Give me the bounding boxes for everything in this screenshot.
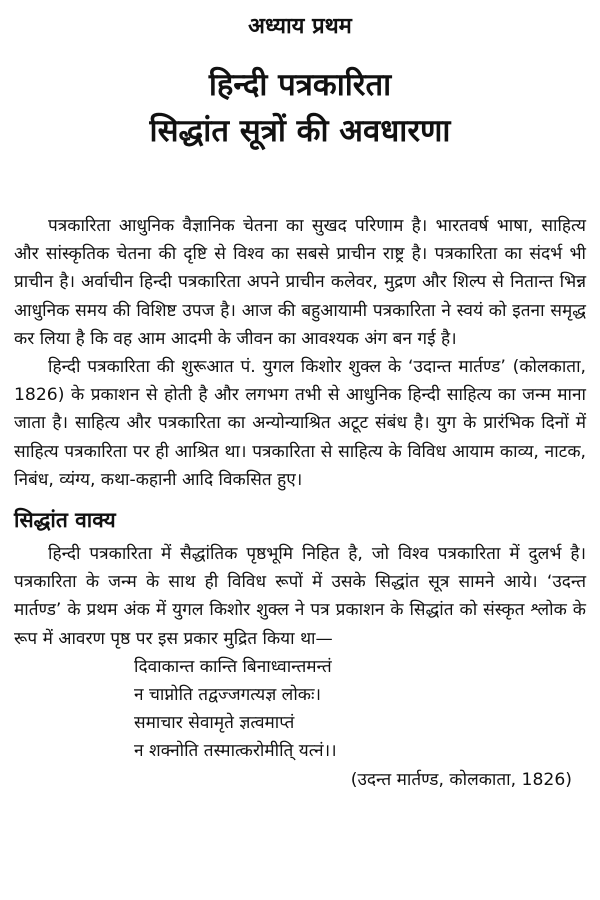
sanskrit-verse — [134, 653, 586, 766]
verse-line: न चाप्नोति तद्वज्जगत्यज्ञ लोकः। — [134, 685, 321, 706]
page-title-line-2: सिद्धांत सूत्रों की अवधारणा — [149, 113, 451, 149]
verse-line: न शक्नोति तस्मात्करोमीति् यत्नं।। — [134, 741, 337, 762]
page-title-line-1: हिन्दी पत्रकारिता — [208, 67, 392, 103]
intro-paragraph-2: हिन्दी पत्रकारिता की शुरूआत पं. युगल किशोर शुक्ल के ‘उदान्त मार्तण्ड’ (कोलकाता, 1826) के प्रकाशन से होती है और लगभग तभी से आधुनिक हिन्दी साहित्य का जन्म माना जाता है। साहित्य और पत्रकारिता का अन्योन्याश्रित अटूट संबंध है। युग के प्रारंभिक दिनों में साहित्य पत्रकारिता पर ही आश्रित था। पत्रकारिता से साहित्य के विविध आयाम काव्य, नाटक, निबंध, व्यंग्य, कथा-कहानी आदि विकसित हुए। — [14, 357, 586, 490]
verse-line: समाचार सेवामृते ज्ञत्वमाप्तं — [134, 713, 295, 734]
verse-line: दिवाकान्त कान्ति बिनाध्वान्तमन्तं — [134, 656, 332, 677]
section-paragraph: हिन्दी पत्रकारिता में सैद्धांतिक पृष्ठभूमि निहित है, जो विश्व पत्रकारिता में दुलर्भ है। पत्रकारिता के जन्म के साथ ही विविध रूपों में उसके सिद्धांत सूत्र सामने आये। ‘उदन्त मार्तण्ड’ के प्रथम अंक में युगल किशोर शुक्ल ने पत्र प्रकाशन के सिद्धांत को संस्कृत श्लोक के रूप में आवरण पृष्ठ पर इस प्रकार मुद्रित किया था— — [14, 544, 586, 649]
section-heading: सिद्धांत वाक्य — [14, 508, 116, 533]
chapter-label: अध्याय प्रथम — [248, 14, 352, 39]
verse-source-citation: (उदन्त मार्तण्ड, कोलकाता, 1826) — [350, 769, 572, 790]
intro-paragraph-1: पत्रकारिता आधुनिक वैज्ञानिक चेतना का सुखद परिणाम है। भारतवर्ष भाषा, साहित्य और सांस्कृतिक चेतना की दृष्टि से विश्व का सबसे प्राचीन राष्ट्र है। पत्रकारिता का संदर्भ भी प्राचीन है। अर्वाचीन हिन्दी पत्रकारिता अपने प्राचीन कलेवर, मुद्रण और शिल्प से नितान्त भिन्न आधुनिक समय की विशिष्ट उपज है। आज की बहुआयामी पत्रकारिता ने स्वयं को इतना समृद्ध कर लिया है कि वह आम आदमी के जीवन का आवश्यक अंग बन गई है। — [14, 216, 586, 349]
